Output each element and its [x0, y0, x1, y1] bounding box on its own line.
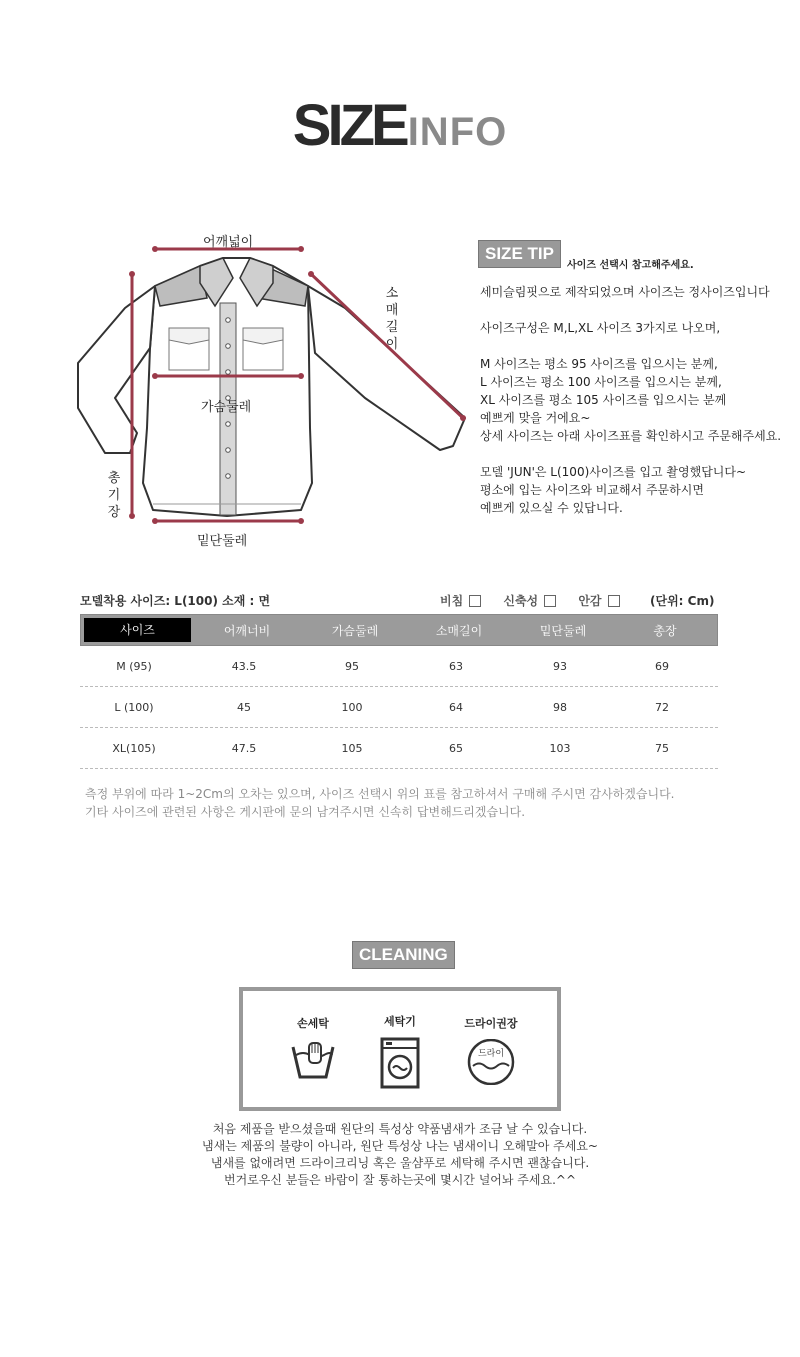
th-size: 사이즈 — [84, 618, 191, 642]
note-line: 측정 부위에 따라 1~2Cm의 오차는 있으며, 사이즈 선택시 위의 표를 참고하셔서 구매해 주시면 감사하겠습니다. — [85, 787, 675, 801]
care-label: 손세탁 — [297, 1017, 329, 1030]
tip-fit: 세미슬림핏으로 제작되었으며 사이즈는 정사이즈입니다 — [480, 285, 770, 299]
tip-line: 평소에 입는 사이즈와 비교해서 주문하시면 — [480, 483, 704, 497]
length-char: 총 — [107, 471, 121, 486]
chest-label: 가슴둘레 — [201, 400, 252, 415]
table-row — [80, 646, 718, 687]
sleeve-char: 소 — [385, 286, 399, 301]
length-label — [106, 470, 122, 521]
sleeve-char: 이 — [385, 337, 399, 352]
cell-size: L (100) — [114, 700, 154, 714]
cell-hem: 98 — [553, 700, 567, 714]
table-header — [80, 614, 718, 646]
care-washing-machine — [350, 991, 450, 1093]
cleaning-box — [239, 987, 561, 1111]
cell-length: 75 — [655, 741, 669, 755]
th-hem: 밑단둘레 — [539, 623, 587, 638]
hem-label: 밑단둘레 — [197, 534, 248, 549]
tip-line: 예쁘게 맞을 거에요~ — [480, 411, 591, 425]
shoulder-label: 어깨넓이 — [203, 235, 254, 250]
table-row — [80, 728, 718, 769]
cell-hem: 103 — [549, 741, 571, 755]
sleeve-label — [384, 285, 400, 353]
lining-checkbox — [608, 595, 620, 607]
tip-line: 상세 사이즈는 아래 사이즈표를 확인하시고 주문해주세요. — [480, 429, 782, 443]
cell-size: M (95) — [116, 659, 152, 673]
sleeve-char: 매 — [385, 303, 399, 318]
cell-hem: 93 — [553, 659, 567, 673]
cell-sleeve: 65 — [449, 741, 463, 755]
shirt-diagram — [75, 228, 475, 558]
cell-length: 72 — [655, 700, 669, 714]
table-row — [80, 687, 718, 728]
tip-line: 예쁘게 있으실 수 있답니다. — [480, 501, 623, 515]
th-sleeve: 소매길이 — [435, 623, 483, 638]
title-info: INFO — [407, 110, 508, 154]
cleaning-line: 냄새를 없애려면 드라이크리닝 혹은 울샴푸로 세탁해 주시면 괜찮습니다. — [210, 1156, 590, 1170]
measurement-note — [85, 785, 674, 821]
note-line: 기타 사이즈에 관련된 사항은 게시판에 문의 남겨주시면 신속히 답변해드리겠습니다. — [85, 805, 526, 819]
unit-label: (단위: Cm) — [650, 594, 715, 608]
cell-size: XL(105) — [112, 741, 156, 755]
size-info-title — [0, 92, 800, 159]
th-chest: 가슴둘레 — [331, 623, 379, 638]
cleaning-text — [0, 1121, 800, 1189]
option-stretch: 신축성 — [503, 594, 539, 608]
washing-machine-icon — [380, 1037, 420, 1089]
tip-line: XL 사이즈를 평소 105 사이즈를 입으시는 분께 — [480, 393, 727, 407]
size-tip-badge: SIZE TIP — [478, 240, 561, 268]
model-size-line: 모델착용 사이즈: L(100) 소재 : 면 — [80, 594, 271, 608]
option-lining: 안감 — [578, 594, 602, 608]
hand-wash-icon — [290, 1039, 336, 1081]
cleaning-line: 번거로우신 분들은 바람이 잘 통하는곳에 몇시간 널어놔 주세요.^^ — [223, 1173, 577, 1187]
cell-length: 69 — [655, 659, 669, 673]
stretch-checkbox — [544, 595, 556, 607]
tip-line: M 사이즈는 평소 95 사이즈를 입으시는 분께, — [480, 357, 718, 371]
tip-line: L 사이즈는 평소 100 사이즈를 입으시는 분께, — [480, 375, 722, 389]
tip-sizes: 사이즈구성은 M,L,XL 사이즈 3가지로 나오며, — [480, 321, 721, 335]
care-label: 드라이권장 — [464, 1017, 518, 1030]
cell-chest: 95 — [345, 659, 359, 673]
cleaning-line: 냄새는 제품의 불량이 아니라, 원단 특성상 나는 냄새이니 오해말아 주세요~ — [202, 1139, 598, 1153]
dry-clean-text: 드라이 — [477, 1049, 505, 1059]
cell-chest: 105 — [341, 741, 363, 755]
care-hand-wash — [263, 991, 363, 1085]
option-sheer: 비침 — [440, 594, 464, 608]
cell-shoulder: 43.5 — [231, 659, 257, 673]
fabric-options — [440, 592, 620, 609]
th-shoulder: 어깨너비 — [223, 623, 271, 638]
tip-model — [480, 463, 781, 517]
sheer-checkbox — [469, 595, 481, 607]
dry-clean-icon — [465, 1039, 517, 1085]
cell-shoulder: 45 — [237, 700, 251, 714]
th-length: 총장 — [653, 623, 677, 638]
tip-line: 모델 'JUN'은 L(100)사이즈를 입고 촬영했답니다~ — [480, 465, 747, 479]
length-char: 기 — [107, 488, 121, 503]
length-char: 장 — [107, 505, 121, 520]
cell-shoulder: 47.5 — [231, 741, 257, 755]
cell-chest: 100 — [341, 700, 363, 714]
care-label: 세탁기 — [384, 1015, 416, 1028]
sleeve-char: 길 — [385, 320, 399, 335]
cleaning-line: 처음 제품을 받으셨을때 원단의 특성상 약품냄새가 조금 날 수 있습니다. — [212, 1122, 588, 1136]
care-dry-clean — [441, 991, 541, 1089]
tip-recommendation — [480, 355, 781, 445]
size-table — [80, 614, 718, 769]
cell-sleeve: 63 — [449, 659, 463, 673]
size-tip-body — [480, 283, 781, 535]
cell-sleeve: 64 — [449, 700, 463, 714]
title-size: SIZE — [292, 93, 406, 158]
size-tip-note: 사이즈 선택시 참고해주세요. — [567, 260, 694, 271]
cleaning-badge: CLEANING — [352, 941, 455, 969]
